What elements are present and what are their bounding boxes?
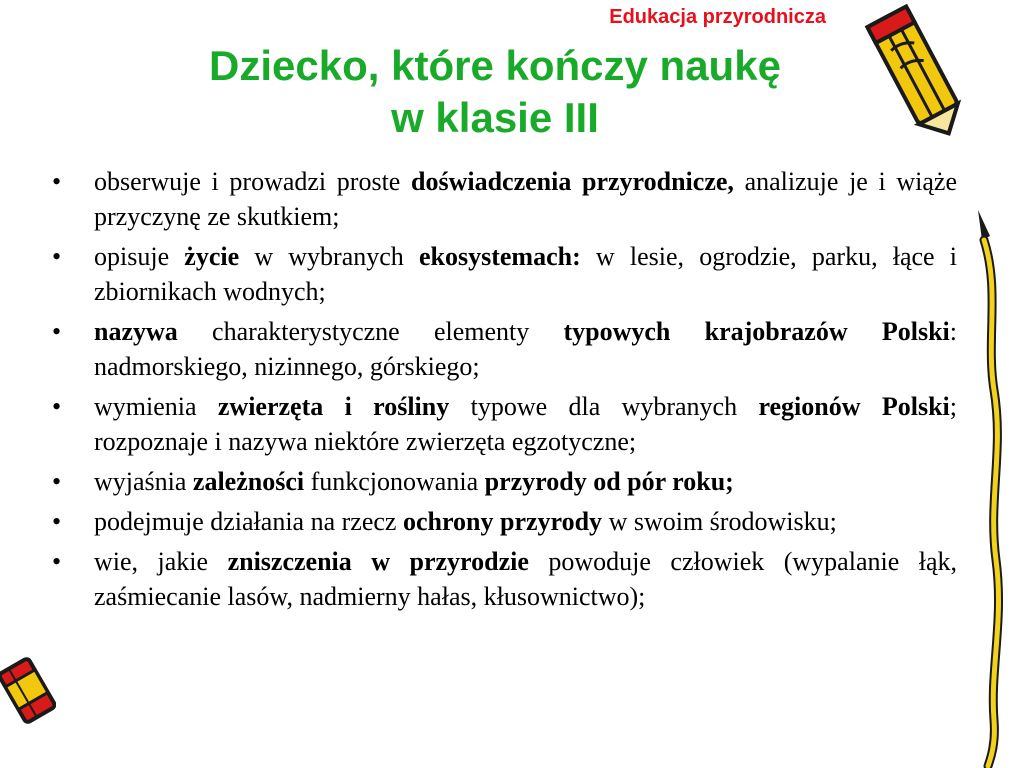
bullet-text: podejmuje działania na rzecz: [94, 507, 403, 536]
yellow-squiggle-line: [960, 200, 1024, 768]
bullet-bold-text: regionów Polski: [758, 392, 950, 421]
bullet-bold-text: doświadczenia przyrodnicze,: [411, 167, 734, 196]
bullet-text: wyjaśnia: [94, 467, 193, 496]
bullet-bold-text: zniszczenia w przyrodzie: [227, 547, 529, 576]
bullet-text: w swoim środowisku;: [602, 507, 837, 536]
bullet-text: typowe dla wybranych: [449, 392, 759, 421]
bullet-symbol: •: [52, 507, 62, 536]
bullet-bold-text: przyrody od pór roku;: [484, 467, 734, 496]
bullet-text: funkcjonowania: [304, 467, 485, 496]
bullet-text: wymienia: [94, 392, 218, 421]
bullet-bold-text: ochrony przyrody: [402, 507, 603, 536]
subject-label: Edukacja przyrodnicza: [609, 6, 826, 28]
bullet-bold-text: nazywa: [94, 317, 178, 346]
pencil-icon: [858, 2, 973, 142]
bullet-bold-text: ekosystemach:: [418, 242, 581, 271]
title-line-1: Dziecko, które kończy naukę: [209, 42, 781, 89]
title-line-2: w klasie III: [391, 94, 599, 141]
bullet-item: [52, 314, 957, 384]
bullet-symbol: •: [52, 467, 62, 496]
bullet-item: [52, 504, 957, 539]
bullet-item: [52, 164, 957, 234]
bullet-symbol: •: [52, 242, 62, 271]
bullet-bold-text: życie: [184, 242, 240, 271]
bullet-item: [52, 544, 957, 614]
bullet-item: [52, 239, 957, 309]
bullet-text: powoduje człowiek (wypalanie łąk, zaśmiecanie lasów, nadmierny hałas, kłusownictwo);: [94, 547, 958, 611]
bullet-text: w lesie, ogrodzie, parku, łące i zbiornikach wodnych;: [94, 242, 957, 306]
bullet-text: obserwuje i prowadzi proste: [94, 167, 412, 196]
bullet-list: [52, 164, 957, 619]
crayon-icon: [0, 650, 56, 730]
page-title: [100, 40, 890, 144]
bullet-text: charakterystyczne elementy: [177, 317, 564, 346]
bullet-text: wie, jakie: [94, 547, 228, 576]
bullet-text: ; rozpoznaje i nazywa niektóre zwierzęta egzotyczne;: [94, 392, 957, 456]
bullet-symbol: •: [52, 392, 62, 421]
bullet-symbol: •: [52, 167, 62, 196]
bullet-text: opisuje: [94, 242, 185, 271]
bullet-bold-text: typowych krajobrazów Polski: [563, 317, 950, 346]
bullet-symbol: •: [52, 547, 62, 576]
bullet-symbol: •: [52, 317, 62, 346]
bullet-item: [52, 389, 957, 459]
bullet-item: [52, 464, 957, 499]
bullet-text: : nadmorskiego, nizinnego, górskiego;: [94, 317, 957, 381]
bullet-bold-text: zwierzęta i rośliny: [217, 392, 450, 421]
bullet-text: analizuje je i wiąże przyczynę ze skutkiem;: [94, 167, 957, 231]
bullet-bold-text: zależności: [192, 467, 305, 496]
bullet-text: w wybranych: [239, 242, 419, 271]
